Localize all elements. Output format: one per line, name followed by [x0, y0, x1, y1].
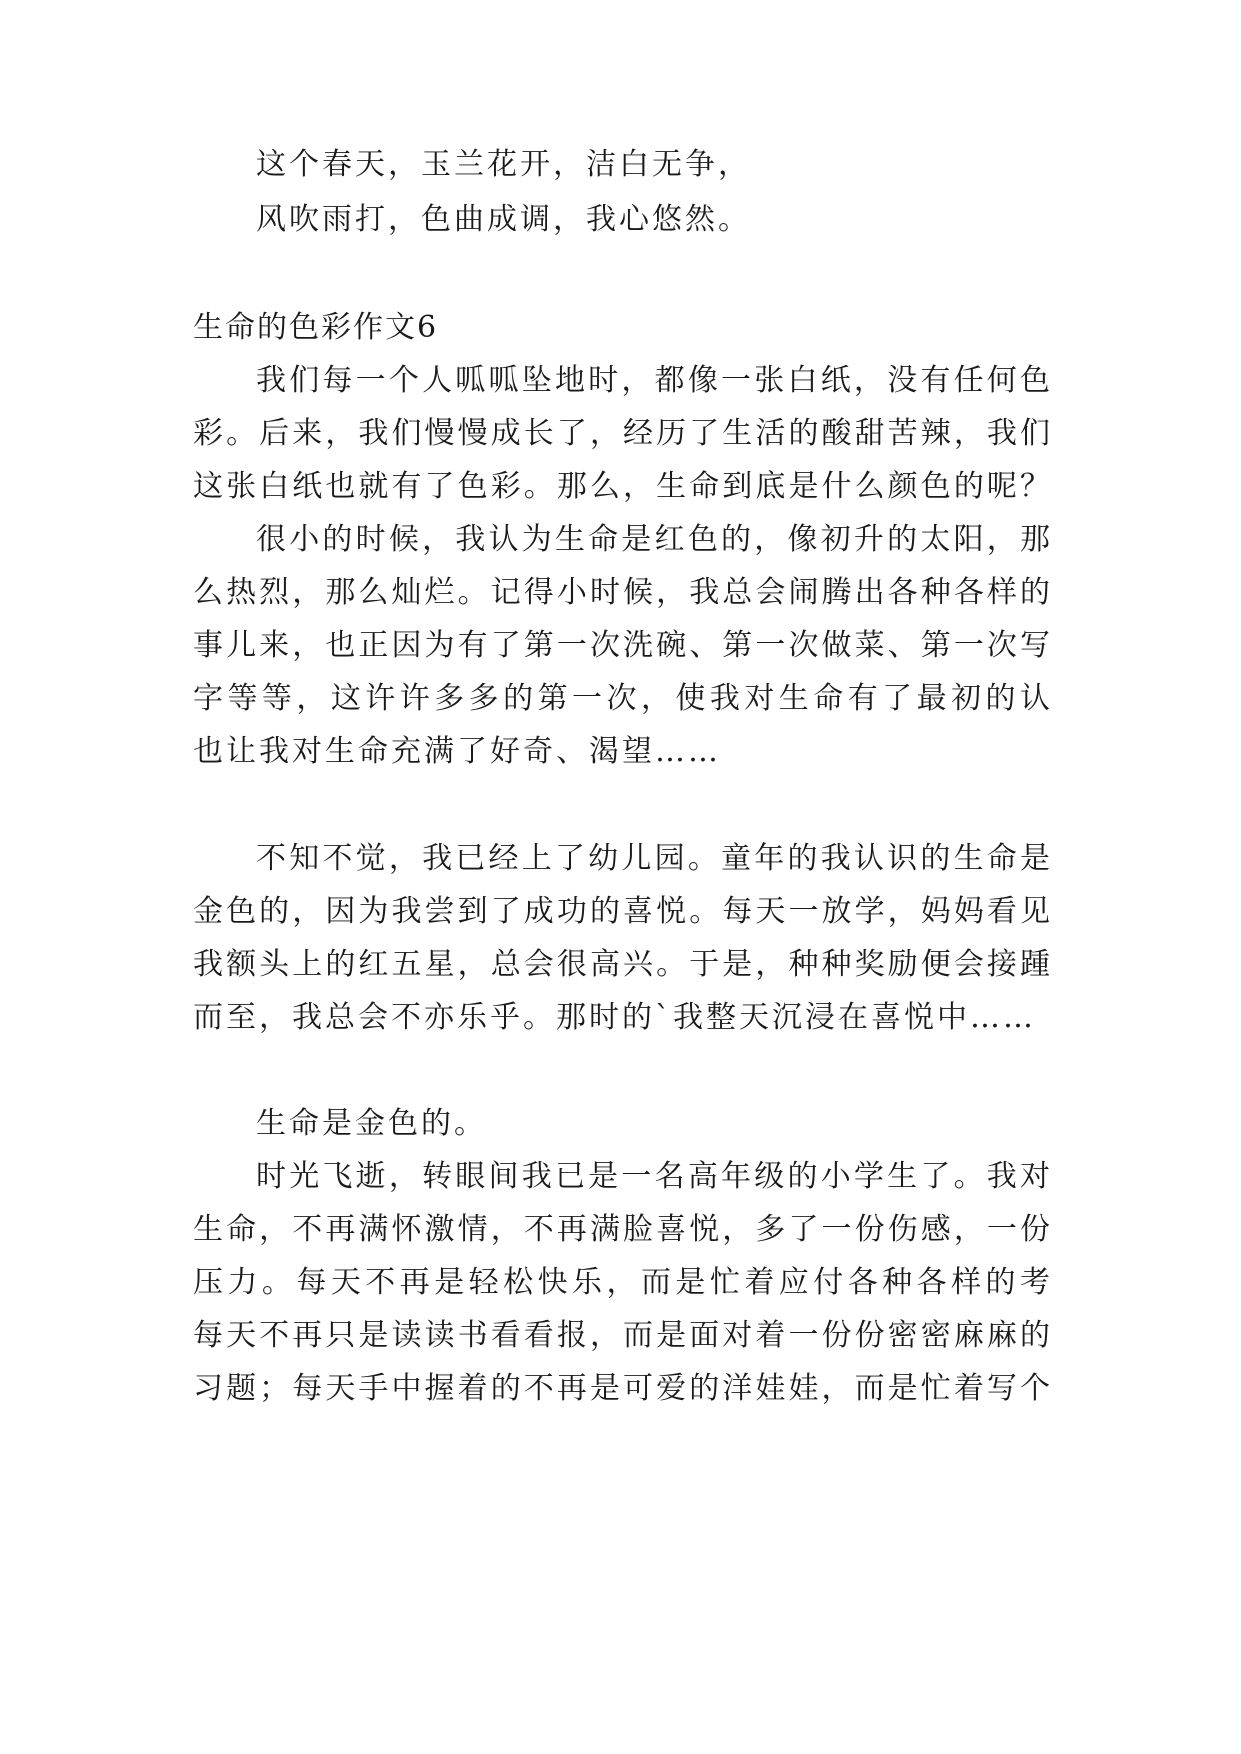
para5-line-4: 每天不再只是读读书看看报，而是面对着一份份密密麻麻的 [193, 1318, 1053, 1353]
para2-line-1: 很小的时候，我认为生命是红色的，像初升的太阳，那 [256, 522, 1053, 557]
para5-line-1: 时光飞逝，转眼间我已是一名高年级的小学生了。我对 [256, 1159, 1053, 1194]
para3-line-3: 我额头上的红五星，总会很高兴。于是，种种奖励便会接踵 [193, 947, 1053, 982]
para3-line-4: 而至，我总会不亦乐乎。那时的`我整天沉浸在喜悦中…… [193, 1000, 1036, 1035]
poem-line-1: 这个春天，玉兰花开，洁白无争， [256, 147, 751, 182]
para3-line-2: 金色的，因为我尝到了成功的喜悦。每天一放学，妈妈看见 [193, 894, 1053, 929]
para5-line-5: 习题；每天手中握着的不再是可爱的洋娃娃，而是忙着写个 [193, 1371, 1053, 1406]
para5-line-3: 压力。每天不再是轻松快乐，而是忙着应付各种各样的考 [193, 1265, 1053, 1300]
para1-line-2: 彩。后来，我们慢慢成长了，经历了生活的酸甜苦辣，我们 [193, 416, 1053, 451]
para2-line-5: 也让我对生命充满了好奇、渴望…… [193, 734, 721, 769]
para3-line-1: 不知不觉，我已经上了幼儿园。童年的我认识的生命是 [256, 841, 1053, 876]
poem-line-2: 风吹雨打，色曲成调，我心悠然。 [256, 202, 751, 237]
section-heading: 生命的色彩作文6 [193, 310, 439, 345]
para2-line-3: 事儿来，也正因为有了第一次洗碗、第一次做菜、第一次写 [193, 628, 1053, 663]
para4-line-1: 生命是金色的。 [256, 1106, 487, 1141]
para1-line-1: 我们每一个人呱呱坠地时，都像一张白纸，没有任何色 [256, 363, 1053, 398]
para1-line-3: 这张白纸也就有了色彩。那么，生命到底是什么颜色的呢？ [193, 469, 1053, 504]
para2-line-2: 么热烈，那么灿烂。记得小时候，我总会闹腾出各种各样的 [193, 575, 1053, 610]
para2-line-4: 字等等，这许许多多的第一次，使我对生命有了最初的认 [193, 681, 1053, 716]
para5-line-2: 生命，不再满怀激情，不再满脸喜悦，多了一份伤感，一份 [193, 1212, 1053, 1247]
